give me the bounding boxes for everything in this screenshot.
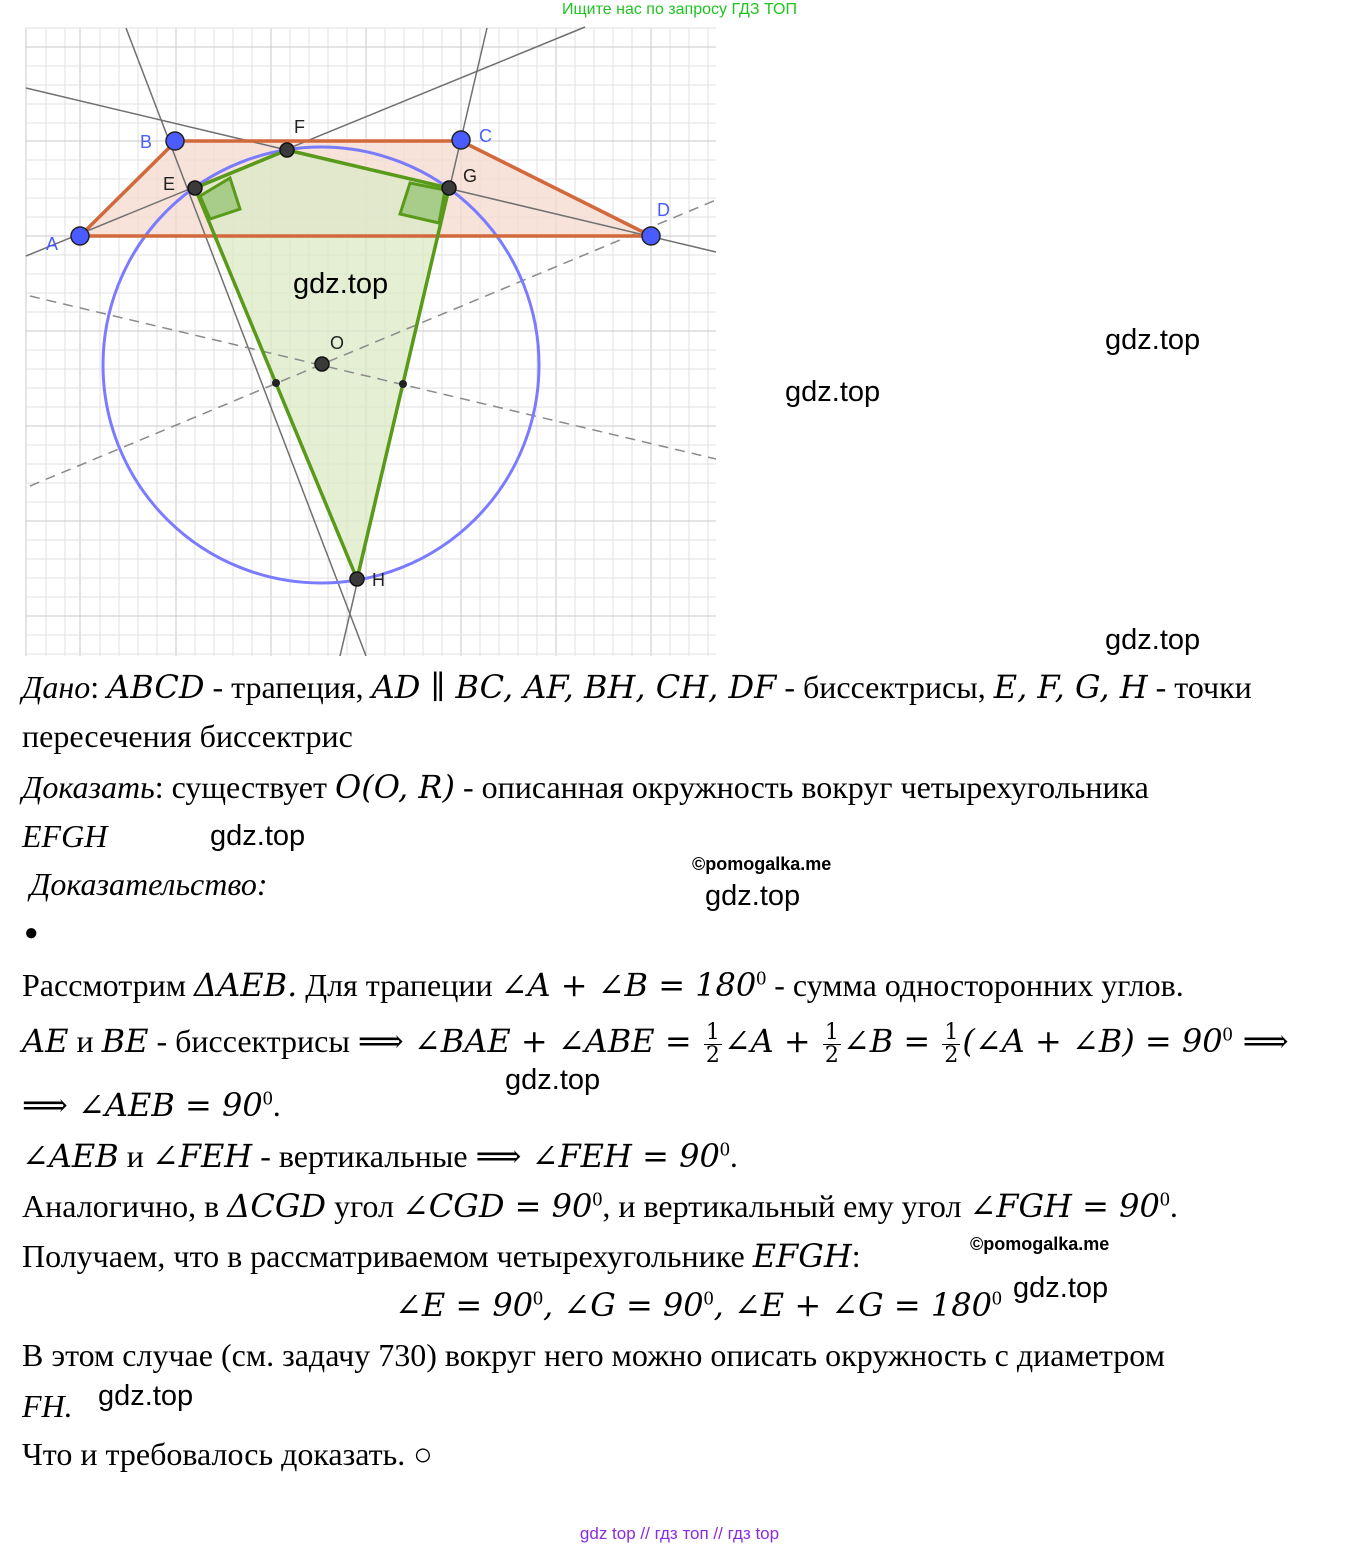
given-colon: : bbox=[90, 669, 108, 705]
geometry-figure bbox=[0, 0, 720, 660]
watermark: gdz.top bbox=[785, 376, 881, 408]
watermark: gdz.top bbox=[210, 820, 306, 852]
l3-expr: ⟹ ∠AEB = 90 bbox=[22, 1086, 263, 1124]
l2-implies: ⟹ bbox=[357, 1022, 404, 1060]
fraction-den: 2 bbox=[705, 1043, 720, 1069]
prove-circle: O(O, R) bbox=[334, 768, 455, 806]
proof-line-1 bbox=[22, 966, 1184, 1004]
point-H bbox=[350, 572, 364, 586]
prove-quad: EFGH bbox=[22, 818, 108, 854]
l1-text-3: - сумма односторонних углов. bbox=[766, 967, 1184, 1003]
label-D: D bbox=[657, 200, 670, 220]
given-text-2: - биссектрисы, bbox=[776, 669, 994, 705]
given-parallel: AD ∥ BC, AF, BH, CH, DF bbox=[371, 668, 777, 706]
given-label: Дано bbox=[22, 669, 91, 705]
point-F bbox=[280, 143, 294, 157]
l5-text-1: Аналогично, в bbox=[22, 1188, 228, 1224]
proof-line-5 bbox=[22, 1187, 1178, 1225]
l2-and: и bbox=[68, 1023, 102, 1059]
copyright: ©pomogalka.me bbox=[970, 1234, 1110, 1254]
l6-colon: : bbox=[851, 1238, 861, 1274]
l1-triangle: ΔAEB. bbox=[193, 966, 298, 1004]
l4-expr: ⟹ ∠FEH = 90 bbox=[475, 1137, 720, 1175]
midpoint-GH bbox=[399, 380, 407, 388]
given-text-1: - трапеция, bbox=[204, 669, 372, 705]
watermark: gdz.top bbox=[98, 1380, 194, 1412]
l5-cgd: ∠CGD = 90 bbox=[401, 1187, 593, 1225]
point-O bbox=[315, 357, 329, 371]
l5-text-2: угол bbox=[326, 1188, 402, 1224]
proof-line-8: В этом случае (см. задачу 730) вокруг него можно описать окружность с диаметром bbox=[22, 1337, 1165, 1373]
l7-exp-3: 0 bbox=[991, 1287, 1002, 1310]
l2-angle-a: ∠A + bbox=[723, 1022, 821, 1060]
given-line-2: пересечения биссектрис bbox=[22, 718, 353, 754]
label-C: C bbox=[479, 126, 492, 146]
l3-dot: . bbox=[272, 1087, 281, 1123]
point-E bbox=[188, 181, 202, 195]
l4-dot: . bbox=[729, 1138, 738, 1174]
l1-expr: ∠A + ∠B = 180 bbox=[500, 966, 757, 1004]
l5-exp-1: 0 bbox=[592, 1188, 603, 1211]
label-G: G bbox=[463, 166, 478, 186]
l2-be: BE bbox=[101, 1022, 149, 1060]
given-line bbox=[22, 668, 1252, 706]
l7-e: ∠E = 90 bbox=[395, 1286, 534, 1324]
proof-line-7 bbox=[395, 1286, 1002, 1324]
watermark: gdz.top bbox=[1013, 1272, 1109, 1304]
given-abcd: ABCD bbox=[107, 668, 205, 706]
l2-exp: 0 bbox=[1222, 1023, 1233, 1046]
point-C bbox=[452, 131, 470, 149]
l5-triangle: ΔCGD bbox=[227, 1187, 327, 1225]
l1-exp: 0 bbox=[756, 967, 767, 990]
point-A bbox=[71, 227, 89, 245]
l3-exp: 0 bbox=[262, 1087, 273, 1110]
point-G bbox=[442, 181, 456, 195]
right-angle-G bbox=[400, 183, 445, 223]
fraction-num: 1 bbox=[944, 1020, 959, 1046]
l5-text-3: , и вертикальный ему угол bbox=[602, 1188, 970, 1224]
watermark: gdz.top bbox=[505, 1064, 601, 1096]
fraction-half bbox=[942, 1022, 960, 1067]
l7-exp-2: 0 bbox=[703, 1287, 714, 1310]
fraction-den: 2 bbox=[944, 1043, 959, 1069]
proof-line-4 bbox=[22, 1137, 738, 1175]
l7-exp-1: 0 bbox=[533, 1287, 544, 1310]
label-A: A bbox=[46, 234, 59, 254]
fraction-num: 1 bbox=[705, 1020, 720, 1046]
point-B bbox=[166, 132, 184, 150]
proof-line-9: FH. bbox=[22, 1388, 73, 1424]
l5-dot: . bbox=[1169, 1188, 1178, 1224]
l6-quad: EFGH bbox=[752, 1237, 852, 1275]
footer-links[interactable]: gdz top // гдз топ // гдз top bbox=[579, 1524, 780, 1543]
l7-sum: , ∠E + ∠G = 180 bbox=[713, 1286, 992, 1324]
watermark: gdz.top bbox=[705, 880, 801, 912]
proof-line-10: Что и требовалось доказать. ○ bbox=[22, 1436, 433, 1472]
l2-angle-b: ∠B = bbox=[842, 1022, 941, 1060]
watermark: gdz.top bbox=[1105, 624, 1201, 656]
given-points: E, F, G, H bbox=[993, 668, 1148, 706]
proof-line-2 bbox=[22, 1022, 1289, 1067]
l7-g: , ∠G = 90 bbox=[543, 1286, 704, 1324]
l6-text-1: Получаем, что в рассматриваемом четырехугольнике bbox=[22, 1238, 753, 1274]
label-B: B bbox=[140, 132, 153, 152]
fraction-half bbox=[823, 1022, 841, 1067]
copyright: ©pomogalka.me bbox=[692, 854, 832, 874]
point-D bbox=[642, 227, 660, 245]
l5-exp-2: 0 bbox=[1159, 1188, 1170, 1211]
midpoint-EH bbox=[272, 379, 280, 387]
l4-exp: 0 bbox=[719, 1138, 730, 1161]
watermark: gdz.top bbox=[293, 268, 389, 300]
l4-feh: ∠FEH bbox=[151, 1137, 253, 1175]
prove-text-1: : существует bbox=[154, 769, 335, 805]
l5-fgh: ∠FGH = 90 bbox=[969, 1187, 1160, 1225]
prove-line bbox=[22, 768, 1149, 806]
label-F: F bbox=[294, 117, 305, 137]
l2-implies-2: ⟹ bbox=[1232, 1022, 1289, 1060]
prove-label: Доказать bbox=[22, 769, 155, 805]
top-banner: Ищите нас по запросу ГДЗ ТОП bbox=[562, 1, 797, 18]
l1-text-2: Для трапеции bbox=[297, 967, 501, 1003]
fraction-half bbox=[704, 1022, 722, 1067]
l2-expr-1: ∠BAE + ∠ABE = bbox=[403, 1022, 702, 1060]
label-H: H bbox=[372, 570, 385, 590]
l4-and: и bbox=[118, 1138, 152, 1174]
proof-line-3 bbox=[22, 1086, 281, 1124]
l2-text-1: - биссектрисы bbox=[148, 1023, 358, 1059]
l4-text-1: - вертикальные bbox=[252, 1138, 476, 1174]
l2-ae: AE bbox=[22, 1022, 69, 1060]
l4-aeb: ∠AEB bbox=[22, 1137, 119, 1175]
fraction-den: 2 bbox=[824, 1043, 839, 1069]
fraction-num: 1 bbox=[824, 1020, 839, 1046]
bullet: ● bbox=[24, 920, 39, 946]
l1-text-1: Рассмотрим bbox=[22, 967, 194, 1003]
l2-sum: (∠A + ∠B) = 90 bbox=[962, 1022, 1223, 1060]
label-E: E bbox=[163, 174, 176, 194]
proof-line-6 bbox=[22, 1237, 861, 1275]
given-text-3: - точки bbox=[1147, 669, 1252, 705]
proof-label: Доказательство: bbox=[30, 866, 268, 902]
watermark: gdz.top bbox=[1105, 324, 1201, 356]
prove-text-2: - описанная окружность вокруг четырехугольника bbox=[454, 769, 1149, 805]
label-O: O bbox=[330, 333, 345, 353]
